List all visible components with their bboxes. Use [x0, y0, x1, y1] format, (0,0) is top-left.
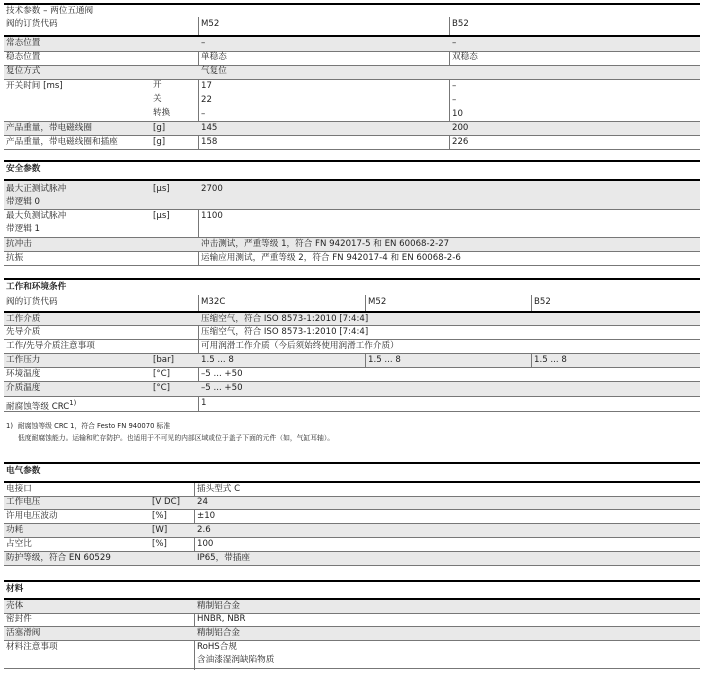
cell-value: 17	[201, 81, 212, 91]
cell-value: 冲击测试，严重等级 1，符合 FN 942017-5 和 EN 60068-2-27	[201, 239, 450, 249]
row-rule	[4, 121, 700, 122]
row-unit: [V DC]	[152, 497, 180, 507]
row-rule	[4, 509, 700, 510]
col-b52: B52	[534, 297, 551, 307]
cell-value: RoHS合规	[197, 642, 237, 652]
row-label: 功耗	[6, 525, 24, 535]
elec-top-rule	[4, 462, 700, 464]
footnote-line-2: 低度耐腐蚀能力。运输和贮存防护。也适用于不可见的内部区域或位于盖子下面的元件（如，气缸耳轴）。	[18, 434, 335, 442]
row-rule	[4, 149, 700, 150]
row-rule	[4, 537, 700, 538]
cell-value: –	[452, 95, 457, 105]
row-shade	[4, 496, 700, 509]
row-unit: 转换	[153, 108, 171, 118]
row-label: 电接口	[6, 484, 32, 494]
row-shade	[4, 353, 700, 367]
mat-title: 材料	[6, 584, 24, 594]
elec-header-rule	[4, 481, 700, 483]
cell-value: 226	[452, 137, 469, 147]
row-label: 先导介质	[6, 327, 41, 337]
row-label: 占空比	[6, 539, 32, 549]
cell-value: –5 ... +50	[201, 383, 243, 393]
cell-value: 22	[201, 95, 212, 105]
row-label: 抗振	[6, 253, 24, 263]
row-rule	[4, 668, 700, 669]
cell-value: 200	[452, 123, 469, 133]
cell-value: HNBR, NBR	[197, 614, 246, 624]
cell-value: 2.6	[197, 525, 211, 535]
cell-value: 含油漆湿润缺陷物质	[197, 655, 275, 665]
row-unit: [°C]	[153, 369, 171, 379]
cell-value: 24	[197, 497, 208, 507]
row-label: 复位方式	[6, 66, 41, 76]
row-label: 活塞滑阀	[6, 628, 41, 638]
env-divider	[365, 295, 366, 311]
row-unit: [g]	[153, 137, 166, 147]
row-label: 介质温度	[6, 383, 41, 393]
cell-value: –	[201, 38, 206, 48]
row-rule	[4, 79, 700, 80]
row-label: 防护等级，符合 EN 60529	[6, 553, 111, 563]
row-label: 最大负测试脉冲	[6, 211, 67, 221]
row-rule	[4, 640, 700, 641]
row-unit: [%]	[152, 511, 167, 521]
cell-value: 单稳态	[201, 52, 227, 62]
row-rule	[4, 65, 700, 66]
cell-value: 2700	[201, 184, 223, 194]
cell-value: 1100	[201, 211, 223, 221]
row-unit: [g]	[153, 123, 166, 133]
order-code-label: 阀的订货代码	[6, 19, 58, 29]
row-label: 常态位置	[6, 38, 41, 48]
row-label: 带逻辑 1	[6, 224, 40, 234]
cell-value: 运输应用测试，严重等级 2，符合 FN 942017-4 和 EN 60068-2-6	[201, 253, 461, 263]
row-label: 壳体	[6, 601, 24, 611]
crc-footnote-ref: 1)	[69, 399, 77, 407]
row-rule	[4, 135, 700, 136]
tech-top-rule	[4, 3, 700, 5]
env-divider	[531, 295, 532, 311]
footnote-line-1: 耐腐蚀等级 CRC 1，符合 Festo FN 940070 标准	[18, 422, 171, 430]
row-label: 工作/先导介质注意事项	[6, 341, 95, 351]
row-label: 环境温度	[6, 369, 41, 379]
row-unit: [°C]	[153, 383, 171, 393]
cell-value: 气复位	[201, 66, 227, 76]
env-top-rule	[4, 278, 700, 280]
row-rule	[4, 237, 700, 238]
row-label: 密封件	[6, 614, 32, 624]
row-shade	[4, 600, 700, 613]
row-unit: [µs]	[153, 211, 170, 221]
cell-value: 158	[201, 137, 218, 147]
row-rule	[4, 265, 700, 266]
cell-value: 压缩空气，符合 ISO 8573-1:2010 [7:4:4]	[201, 327, 369, 337]
safety-title: 安全参数	[6, 164, 41, 174]
row-label: 产品重量，带电磁线圈	[6, 123, 92, 133]
row-rule	[4, 396, 700, 397]
row-rule	[4, 367, 700, 368]
row-rule	[4, 613, 700, 614]
row-label: 抗冲击	[6, 239, 32, 249]
row-rule	[4, 339, 700, 340]
order-code-label: 阀的订货代码	[6, 297, 58, 307]
row-rule	[4, 496, 700, 497]
cell-value: ±10	[197, 511, 216, 521]
safety-top-rule	[4, 160, 700, 162]
env-divider	[531, 353, 532, 367]
cell-value: 精制铝合金	[197, 601, 240, 611]
row-unit: 关	[153, 94, 162, 104]
col-m52: M52	[368, 297, 387, 307]
row-shade	[4, 181, 700, 209]
row-shade	[4, 382, 700, 396]
row-unit: [bar]	[153, 355, 174, 365]
cell-value: 插头型式 C	[197, 484, 241, 494]
row-label: 工作电压	[6, 497, 41, 507]
row-label: 产品重量，带电磁线圈和插座	[6, 137, 118, 147]
row-shade	[4, 121, 700, 135]
row-unit: 开	[153, 80, 162, 90]
col-m52: M52	[201, 19, 220, 29]
tech-title: 技术参数 – 两位五通阀	[6, 6, 94, 16]
cell-value: –	[201, 109, 206, 119]
cell-value: 1.5 ... 8	[201, 355, 234, 365]
row-rule	[4, 381, 700, 382]
cell-value: 10	[452, 109, 463, 119]
cell-value: 双稳态	[452, 52, 478, 62]
row-shade	[4, 37, 700, 51]
cell-value: 精制铝合金	[197, 628, 240, 638]
cell-value: 可用润滑工作介质（今后须始终使用润滑工作介质）	[201, 341, 399, 351]
row-rule	[4, 251, 700, 252]
row-label: 工作压力	[6, 355, 41, 365]
row-rule	[4, 626, 700, 627]
row-shade	[4, 65, 700, 79]
cell-value: IP65，带插座	[197, 553, 251, 563]
row-rule	[4, 353, 700, 354]
row-label: 最大正测试脉冲	[6, 184, 67, 194]
col-m32c: M32C	[201, 297, 226, 307]
cell-value: –	[452, 38, 457, 48]
row-rule	[4, 209, 700, 210]
row-unit: [%]	[152, 539, 167, 549]
row-shade	[4, 523, 700, 537]
row-label: 开关时间 [ms]	[6, 81, 63, 91]
row-shade	[4, 626, 700, 640]
row-rule	[4, 325, 700, 326]
cell-value: 100	[197, 539, 214, 549]
row-rule	[4, 51, 700, 52]
row-label: 带逻辑 0	[6, 197, 40, 207]
col-b52: B52	[452, 19, 469, 29]
env-title: 工作和环境条件	[6, 282, 67, 292]
cell-value: 145	[201, 123, 218, 133]
cell-value: –	[452, 81, 457, 91]
footnote-number: 1)	[6, 422, 13, 430]
env-divider	[365, 353, 366, 367]
mat-top-rule	[4, 580, 700, 582]
row-label: 稳态位置	[6, 52, 41, 62]
env-divider	[198, 295, 199, 311]
cell-value: 压缩空气，符合 ISO 8573-1:2010 [7:4:4]	[201, 314, 369, 324]
row-rule	[4, 551, 700, 552]
cell-value: 1.5 ... 8	[368, 355, 401, 365]
row-label: 材料注意事项	[6, 642, 58, 652]
row-rule	[4, 411, 700, 412]
row-rule	[4, 565, 700, 566]
row-rule	[4, 523, 700, 524]
elec-title: 电气参数	[6, 466, 41, 476]
cell-value: –5 ... +50	[201, 369, 243, 379]
row-unit: [W]	[152, 525, 168, 535]
cell-value: 1	[201, 398, 207, 408]
crc-label: 耐腐蚀等级 CRC	[6, 401, 70, 412]
cell-value: 1.5 ... 8	[534, 355, 567, 365]
row-unit: [µs]	[153, 184, 170, 194]
row-label: 许用电压波动	[6, 511, 58, 521]
row-label: 工作介质	[6, 314, 41, 324]
